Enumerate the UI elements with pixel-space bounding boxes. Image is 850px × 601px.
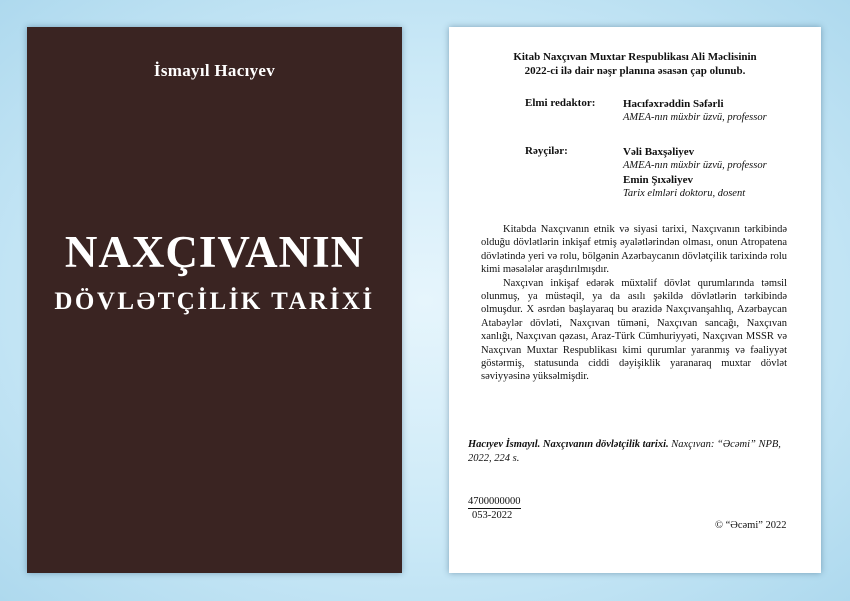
cover-title-line1: NAXÇIVANIN	[64, 227, 365, 277]
isbn-block	[468, 495, 521, 522]
isbn-code: 053-2022	[472, 510, 513, 521]
copyright-notice: © “Əcəmi” 2022	[715, 520, 787, 531]
reviewer-name: Vəli Baxşəliyev	[623, 146, 695, 158]
editor-role: AMEA-nın müxbir üzvü, professor	[623, 112, 767, 123]
book-abstract	[481, 223, 787, 384]
book-cover	[27, 27, 402, 573]
reviewer-role: AMEA-nın müxbir üzvü, professor	[623, 160, 767, 171]
citation-rest: Naxçıvan: “Əcəmi” NPB, 2022, 224 s.	[468, 439, 781, 464]
abstract-paragraph: Naxçıvan inkişaf edərək müxtəlif dövlət qurumlarında təmsil olunmuş, ya müstəqil, ya da asılı şəkildə dövlətlərin tərkibində olmuşdur. X əsrdən başlayaraq bu ərazidə Naxçıvanşahlıq, Azərbaycan Atabəylər dövləti, Naxçıvan tüməni, Naxçıvan sancağı, Naxçıvan xanlığı, Naxçıvan qəzası, Araz-Türk Cümhuriyyəti, Naxçıvan MSSR və Naxçıvan Muxtar Respublikası kimi qurumlar yaranmış və fəaliyyət göstərmiş, statusunda ciddi dəyişiklik yaranaraq muxtar dövlət səviyyəsinə yüksəlmişdir.	[481, 277, 787, 383]
abstract-paragraph: Kitabda Naxçıvanın etnik və siyasi tarixi, Naxçıvanın tərkibində olduğu dövlətlərin inkişaf etmiş əyalətlərindən olması, onun Atropatena dövlətində yeri və rolu, bölgənin Azərbaycanın dövlətçilik tarixində rolu kimi məsələlər araşdırılmışdır.	[481, 224, 787, 276]
approval-line-1: Kitab Naxçıvan Muxtar Respublikası Ali Məclisinin	[513, 51, 757, 63]
publishing-approval	[469, 50, 801, 78]
reviewers-label: Rəyçilər:	[525, 145, 568, 157]
cover-author: İsmayıl Hacıyev	[153, 61, 276, 80]
editor-label: Elmi redaktor:	[525, 97, 596, 109]
cover-title-line2: DÖVLƏTÇİLİK TARİXİ	[54, 288, 375, 315]
editor-name: Hacıfəxrəddin Səfərli	[623, 98, 724, 110]
approval-line-2: 2022-ci ilə dair nəşr planına əsasən çap olunub.	[524, 65, 746, 77]
reviewer-name: Emin Şıxəliyev	[623, 174, 693, 186]
imprint-page	[449, 27, 821, 573]
reviewers-block	[623, 145, 813, 201]
citation-bold: Hacıyev İsmayıl. Naxçıvanın dövlətçilik tarixi.	[468, 439, 669, 450]
editor-block	[623, 97, 813, 125]
bibliographic-citation	[468, 438, 788, 466]
reviewer-role: Tarix elmləri doktoru, dosent	[623, 188, 746, 199]
isbn-number: 4700000000	[468, 496, 521, 507]
